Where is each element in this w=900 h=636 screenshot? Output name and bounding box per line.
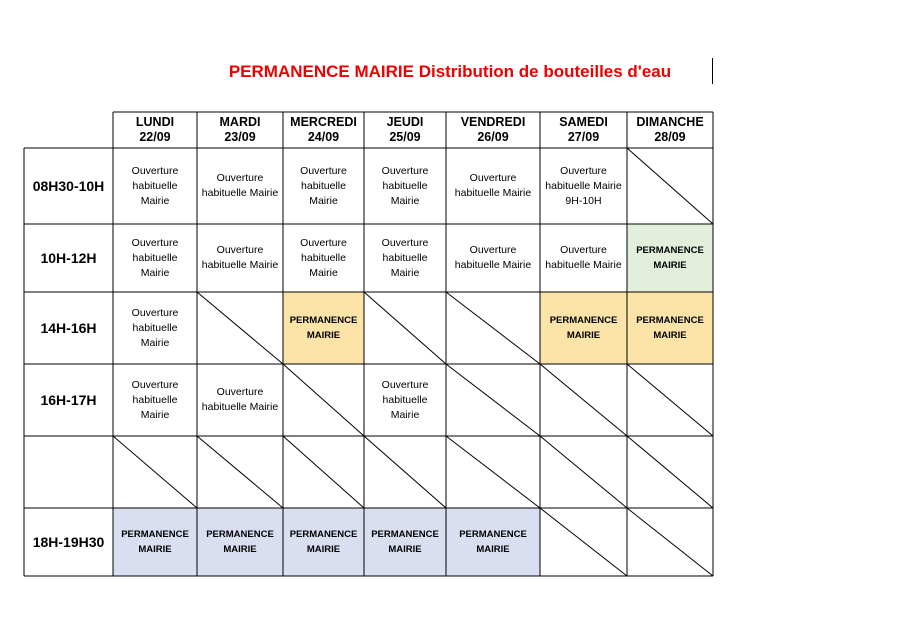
- day-name: JEUDI: [386, 115, 424, 129]
- ouverture-line: habituelle: [382, 179, 428, 192]
- ouverture-line: Ouverture: [300, 236, 347, 249]
- ouverture-line: habituelle Mairie: [201, 401, 279, 413]
- ouverture-line: Ouverture: [469, 172, 517, 184]
- permanence-line: MAIRIE: [223, 544, 257, 555]
- time-slot-label: 08H30-10H: [32, 178, 105, 194]
- ouverture-line: habituelle: [132, 393, 178, 406]
- diagonal-strike-line: [283, 436, 364, 508]
- diagonal-strike-line: [446, 292, 540, 364]
- diagonal-strike-line: [627, 508, 713, 576]
- permanence-line: MAIRIE: [566, 330, 601, 341]
- ouverture-line: habituelle Mairie: [545, 179, 622, 192]
- permanence-line: MAIRIE: [306, 330, 341, 341]
- permanence-line: MAIRIE: [138, 544, 172, 555]
- ouverture-line: habituelle: [382, 393, 428, 406]
- day-name: MARDI: [219, 115, 261, 129]
- diagonal-strike-line: [540, 508, 627, 576]
- permanence-line: PERMANENCE: [206, 529, 274, 540]
- ouverture-line: Mairie: [309, 266, 338, 279]
- diagonal-strike-line: [627, 148, 713, 224]
- day-date: 26/09: [477, 130, 509, 144]
- ouverture-line: Ouverture: [216, 172, 264, 184]
- ouverture-line: Mairie: [140, 336, 170, 349]
- ouverture-line: habituelle: [382, 251, 428, 264]
- permanence-line: PERMANENCE: [121, 529, 189, 540]
- diagonal-strike-line: [627, 364, 713, 436]
- day-date: 23/09: [224, 130, 256, 144]
- ouverture-line: 9H-10H: [565, 194, 602, 207]
- ouverture-line: Mairie: [390, 408, 420, 421]
- ouverture-line: Ouverture: [560, 244, 607, 256]
- ouverture-line: Ouverture: [469, 244, 517, 256]
- ouverture-line: Ouverture: [131, 306, 179, 319]
- diagonal-strike-line: [627, 436, 713, 508]
- ouverture-line: Ouverture: [216, 386, 264, 398]
- ouverture-line: Mairie: [390, 266, 420, 279]
- ouverture-line: Ouverture: [131, 236, 179, 249]
- day-date: 27/09: [567, 130, 600, 144]
- ouverture-line: habituelle Mairie: [201, 259, 279, 271]
- permanence-line: MAIRIE: [653, 260, 687, 271]
- diagonal-strike-line: [540, 436, 627, 508]
- permanence-line: PERMANENCE: [549, 315, 618, 326]
- ouverture-line: habituelle: [132, 321, 178, 334]
- permanence-line: MAIRIE: [653, 330, 687, 341]
- ouverture-line: Mairie: [140, 266, 170, 279]
- ouverture-line: habituelle: [301, 251, 346, 264]
- permanence-line: PERMANENCE: [636, 315, 704, 326]
- time-slot-label: 10H-12H: [40, 250, 97, 266]
- ouverture-line: Mairie: [309, 194, 338, 207]
- diagonal-strike-line: [446, 436, 540, 508]
- time-slot-label: 14H-16H: [40, 320, 97, 336]
- day-date: 25/09: [389, 130, 421, 144]
- ouverture-line: Mairie: [390, 194, 420, 207]
- ouverture-line: Ouverture: [131, 378, 179, 391]
- day-name: SAMEDI: [559, 115, 608, 129]
- page-title: PERMANENCE MAIRIE Distribution de bouteilles d'eau: [228, 62, 672, 81]
- day-name: VENDREDI: [460, 115, 526, 129]
- day-name: DIMANCHE: [636, 115, 704, 129]
- ouverture-line: Ouverture: [381, 236, 429, 249]
- ouverture-line: Ouverture: [381, 164, 429, 177]
- day-name: LUNDI: [135, 115, 175, 129]
- diagonal-strike-line: [364, 292, 446, 364]
- day-date: 22/09: [139, 130, 171, 144]
- ouverture-line: Mairie: [140, 194, 170, 207]
- ouverture-line: habituelle Mairie: [201, 187, 279, 199]
- day-date: 28/09: [654, 130, 686, 144]
- diagonal-strike-line: [197, 436, 283, 508]
- permanence-line: PERMANENCE: [371, 529, 439, 540]
- ouverture-line: Ouverture: [131, 164, 179, 177]
- ouverture-line: Ouverture: [381, 378, 429, 391]
- diagonal-strike-line: [197, 292, 283, 364]
- ouverture-line: habituelle: [132, 179, 178, 192]
- permanence-line: MAIRIE: [476, 544, 510, 555]
- ouverture-line: habituelle Mairie: [545, 259, 622, 271]
- time-slot-label: 16H-17H: [40, 392, 97, 408]
- diagonal-strike-line: [446, 364, 540, 436]
- day-name: MERCREDI: [290, 115, 357, 129]
- diagonal-strike-line: [113, 436, 197, 508]
- diagonal-strike-line: [540, 364, 627, 436]
- ouverture-line: habituelle Mairie: [454, 187, 532, 199]
- diagonal-strike-line: [364, 436, 446, 508]
- ouverture-line: habituelle Mairie: [454, 259, 532, 271]
- ouverture-line: habituelle: [132, 251, 178, 264]
- diagonal-strike-line: [283, 364, 364, 436]
- permanence-line: PERMANENCE: [289, 315, 358, 326]
- time-slot-label: 18H-19H30: [32, 534, 105, 550]
- ouverture-line: Ouverture: [560, 164, 607, 177]
- permanence-line: PERMANENCE: [459, 529, 527, 540]
- ouverture-line: Mairie: [140, 408, 170, 421]
- ouverture-line: Ouverture: [300, 164, 347, 177]
- ouverture-line: Ouverture: [216, 244, 264, 256]
- ouverture-line: habituelle: [301, 179, 346, 192]
- permanence-line: PERMANENCE: [289, 529, 358, 540]
- permanence-line: MAIRIE: [306, 544, 341, 555]
- permanence-line: PERMANENCE: [636, 245, 704, 256]
- permanence-line: MAIRIE: [388, 544, 422, 555]
- day-date: 24/09: [307, 130, 340, 144]
